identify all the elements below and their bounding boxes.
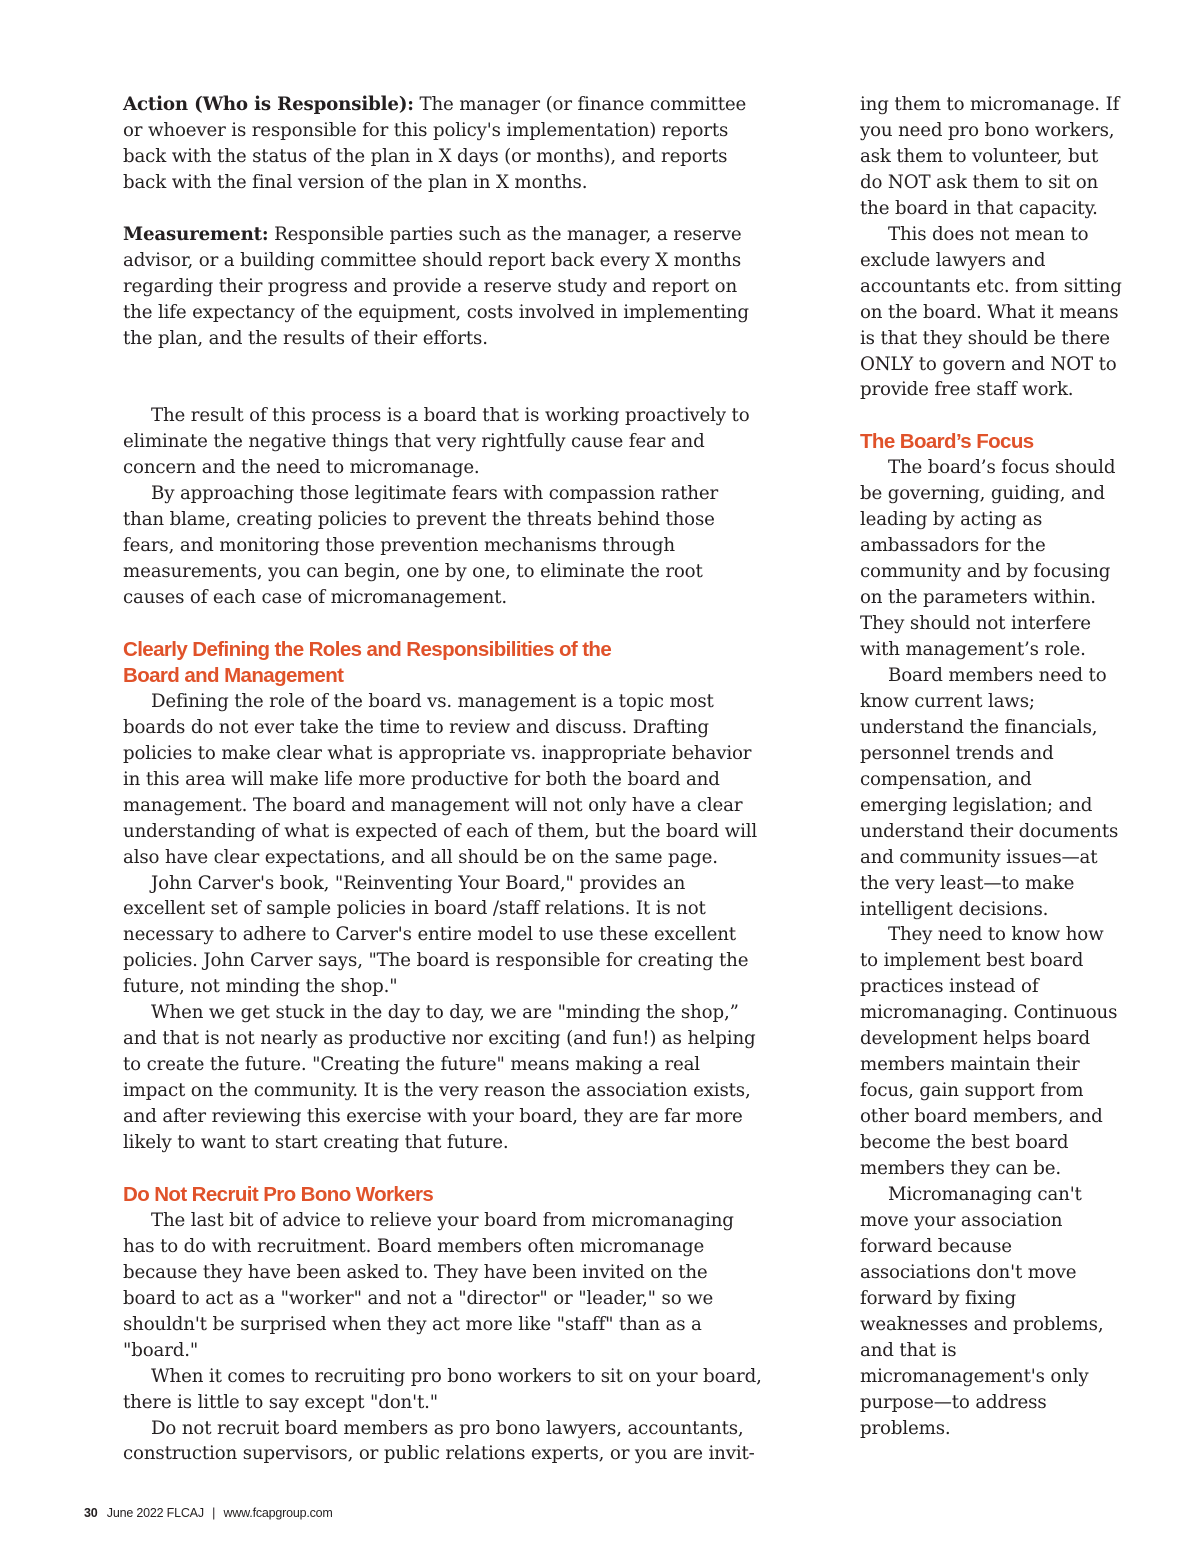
side-paragraph: Micromanaging can't move your association forward because associations don't move forward by fixing weaknesses and problems, and that is micromanagement's only purpose—to address problems. [860, 1184, 1104, 1439]
page-footer [84, 1506, 333, 1520]
publication-name: FLCAJ [166, 1506, 204, 1520]
body-paragraph: The result of this process is a board that is working proactively to eliminate the negative things that very rightfully cause fear and concern and the need to micromanage. [123, 405, 750, 479]
body-paragraph: Do not recruit board members as pro bono lawyers, accountants, construction supervisors, or public relations experts, or you are invit- [123, 1417, 755, 1465]
action-paragraph [123, 92, 763, 196]
spacer [860, 403, 1122, 429]
issue-date: June 2022 [106, 1506, 164, 1520]
body-paragraph: By approaching those legitimate fears with compassion rather than blame, creating policies to prevent the threats behind those fears, and monitoring those prevention mechanisms through measurements, you can begin, one by one, to eliminate the root causes of each case of micromanagement. [123, 483, 718, 609]
side-column [860, 92, 1122, 1442]
section-heading-focus: The Board’s Focus [860, 430, 1034, 454]
side-paragraph: ing them to micromanage. If you need pro bono workers, ask them to volunteer, but do NOT ask them to sit on the board in that capacity. [860, 94, 1120, 219]
page-number: 30 [84, 1506, 98, 1520]
measurement-paragraph [123, 222, 763, 352]
body-paragraph: John Carver's book, "Reinventing Your Board," provides an excellent set of sample policies in board /staff relations. It is not necessary to adhere to Carver's entire model to use these excellent policies. John Carver says, "The board is responsible for creating the future, not minding the shop." [123, 872, 749, 998]
side-paragraph: This does not mean to exclude lawyers and accountants etc. from sitting on the board. What it means is that they should be there ONLY to govern and NOT to provide free staff work. [860, 223, 1122, 401]
body-paragraph: Defining the role of the board vs. management is a topic most boards do not ever take the time to review and discuss. Drafting policies to make clear what is appropriate vs. inappropriate behavior in this area will make life more productive for both the board and management. The board and management will not only have a clear understanding of what is expected of each of them, but the board will also have clear expectations, and all should be on the same page. [123, 690, 758, 868]
section-heading-pro-bono: Do Not Recruit Pro Bono Workers [123, 1182, 434, 1206]
measurement-text: Responsible parties such as the manager, a reserve advisor, or a building committee should report back every X months regarding their progress and provide a reserve study and report on the life expectancy of the equipment, costs involved in implementing the plan, and the results of their efforts. [123, 223, 749, 349]
spacer [123, 352, 763, 378]
main-column [123, 92, 763, 1467]
spacer [123, 1156, 763, 1182]
spacer [123, 611, 763, 637]
body-paragraph: When we get stuck in the day to day, we are "minding the shop,” and that is not nearly as productive nor exciting (and fun!) as helping to create the future. "Creating the future" means making a real impact on the community. It is the very reason the association exists, and after reviewing this exercise with your board, they are far more likely to want to start creating that future. [123, 1002, 756, 1154]
action-text: The manager (or finance committee or whoever is responsible for this policy's implementation) reports back with the status of the plan in X days (or months), and reports back with the final version of the plan in X months. [123, 94, 747, 193]
body-paragraph: The last bit of advice to relieve your board from micromanaging has to do with recruitment. Board members often micromanage because they have been asked to. They have been invited on the board to act as a "worker" and not a "director" or "leader," so we shouldn't be surprised when they act more like "staff" than as a "board." [123, 1209, 734, 1361]
spacer [123, 196, 763, 222]
footer-separator: | [212, 1506, 216, 1520]
side-paragraph: Board members need to know current laws; understand the financials, personnel trends and compensation, and emerging legislation; and understand their documents and community issues—at the very least—to make intelligent decisions. [860, 664, 1119, 920]
section-heading-roles: Clearly Defining the Roles and Responsibilities of the Board and Management [123, 637, 612, 687]
measurement-label: Measurement: [123, 223, 269, 245]
body-paragraph: When it comes to recruiting pro bono workers to sit on your board, there is little to say except "don't." [123, 1365, 762, 1413]
side-paragraph: They need to know how to implement best board practices instead of micromanaging. Continuous development helps board members maintain their focus, gain support from other board members, and become the best board members they can be. [860, 924, 1118, 1180]
side-paragraph: The board’s focus should be governing, guiding, and leading by acting as ambassadors for the community and by focusing on the parameters within. They should not interfere with management’s role. [860, 457, 1116, 660]
website-link[interactable]: www.fcapgroup.com [223, 1506, 333, 1520]
spacer [123, 377, 763, 403]
action-label: Action (Who is Responsible): [123, 94, 414, 115]
